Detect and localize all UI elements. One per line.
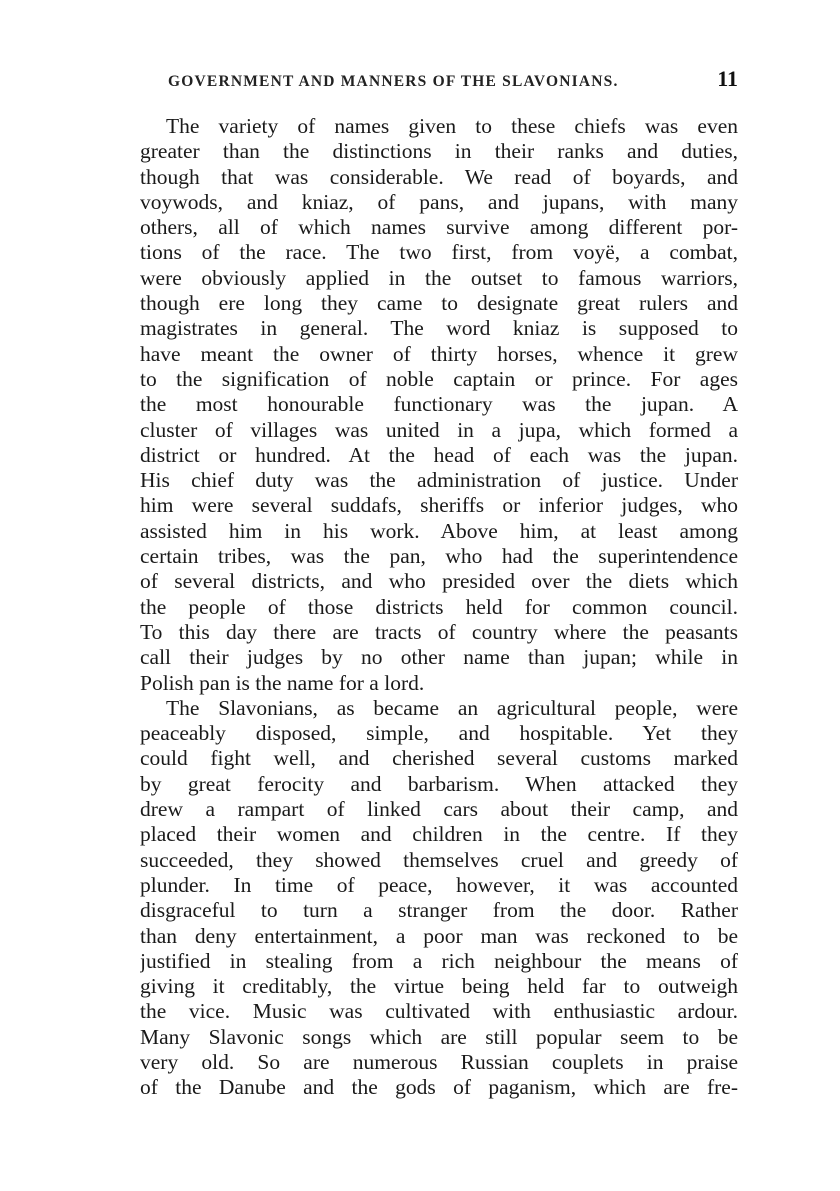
text-line: justified in stealing from a rich neighbour the means of xyxy=(140,948,738,973)
text-line: plunder. In time of peace, however, it was accounted xyxy=(140,872,738,897)
text-line: placed their women and children in the centre. If they xyxy=(140,822,738,847)
text-line: him were several suddafs, sheriffs or inferior judges, who xyxy=(140,493,738,518)
text-line: of the Danube and the gods of paganism, which are fre- xyxy=(140,1075,738,1100)
text-line: magistrates in general. The word kniaz is supposed to xyxy=(140,316,738,341)
text-line: certain tribes, was the pan, who had the superintendence xyxy=(140,544,738,569)
text-line: tions of the race. The two first, from voyë, a combat, xyxy=(140,240,738,265)
text-line: have meant the owner of thirty horses, whence it grew xyxy=(140,341,738,366)
text-line: the vice. Music was cultivated with enthusiastic ardour. xyxy=(140,999,738,1024)
running-title: GOVERNMENT AND MANNERS OF THE SLAVONIANS. xyxy=(168,73,619,90)
text-line: others, all of which names survive among different por- xyxy=(140,215,738,240)
text-line: voywods, and kniaz, of pans, and jupans, with many xyxy=(140,189,738,214)
text-line: The Slavonians, as became an agricultural people, were xyxy=(166,695,738,720)
text-line: though that was considerable. We read of boyards, and xyxy=(140,164,738,189)
text-line: Polish pan is the name for a lord. xyxy=(140,670,425,695)
text-line: His chief duty was the administration of justice. Under xyxy=(140,468,738,493)
text-line: The variety of names given to these chiefs was even xyxy=(166,114,738,138)
text-line: succeeded, they showed themselves cruel and greedy of xyxy=(140,847,738,872)
text-line: could fight well, and cherished several customs marked xyxy=(140,746,738,771)
text-line: though ere long they came to designate great rulers and xyxy=(140,291,738,316)
text-line: disgraceful to turn a stranger from the door. Rather xyxy=(140,898,738,923)
text-line: very old. So are numerous Russian couplets in praise xyxy=(140,1049,738,1074)
running-head xyxy=(140,66,738,100)
text-line: assisted him in his work. Above him, at least among xyxy=(140,518,738,543)
paragraph-2 xyxy=(140,696,738,1101)
text-line: of several districts, and who presided over the diets which xyxy=(140,569,738,594)
text-line: to the signification of noble captain or prince. For ages xyxy=(140,366,738,391)
text-line: the people of those districts held for common council. xyxy=(140,594,738,619)
text-line: district or hundred. At the head of each was the jupan. xyxy=(140,442,738,467)
paragraph-1 xyxy=(140,114,738,696)
text-line: peaceably disposed, simple, and hospitable. Yet they xyxy=(140,721,738,746)
text-line: greater than the distinctions in their ranks and duties, xyxy=(140,139,738,164)
page-number: 11 xyxy=(717,66,738,91)
text-line: To this day there are tracts of country where the peasants xyxy=(140,619,738,644)
text-line: the most honourable functionary was the jupan. A xyxy=(140,392,738,417)
text-line: giving it creditably, the virtue being held far to outweigh xyxy=(140,974,738,999)
text-line: Many Slavonic songs which are still popular seem to be xyxy=(140,1024,738,1049)
text-line: call their judges by no other name than jupan; while in xyxy=(140,645,738,670)
text-line: drew a rampart of linked cars about their camp, and xyxy=(140,797,738,822)
book-page xyxy=(140,66,738,1101)
text-line: by great ferocity and barbarism. When attacked they xyxy=(140,771,738,796)
text-line: were obviously applied in the outset to famous warriors, xyxy=(140,265,738,290)
text-line: than deny entertainment, a poor man was reckoned to be xyxy=(140,923,738,948)
text-line: cluster of villages was united in a jupa, which formed a xyxy=(140,417,738,442)
